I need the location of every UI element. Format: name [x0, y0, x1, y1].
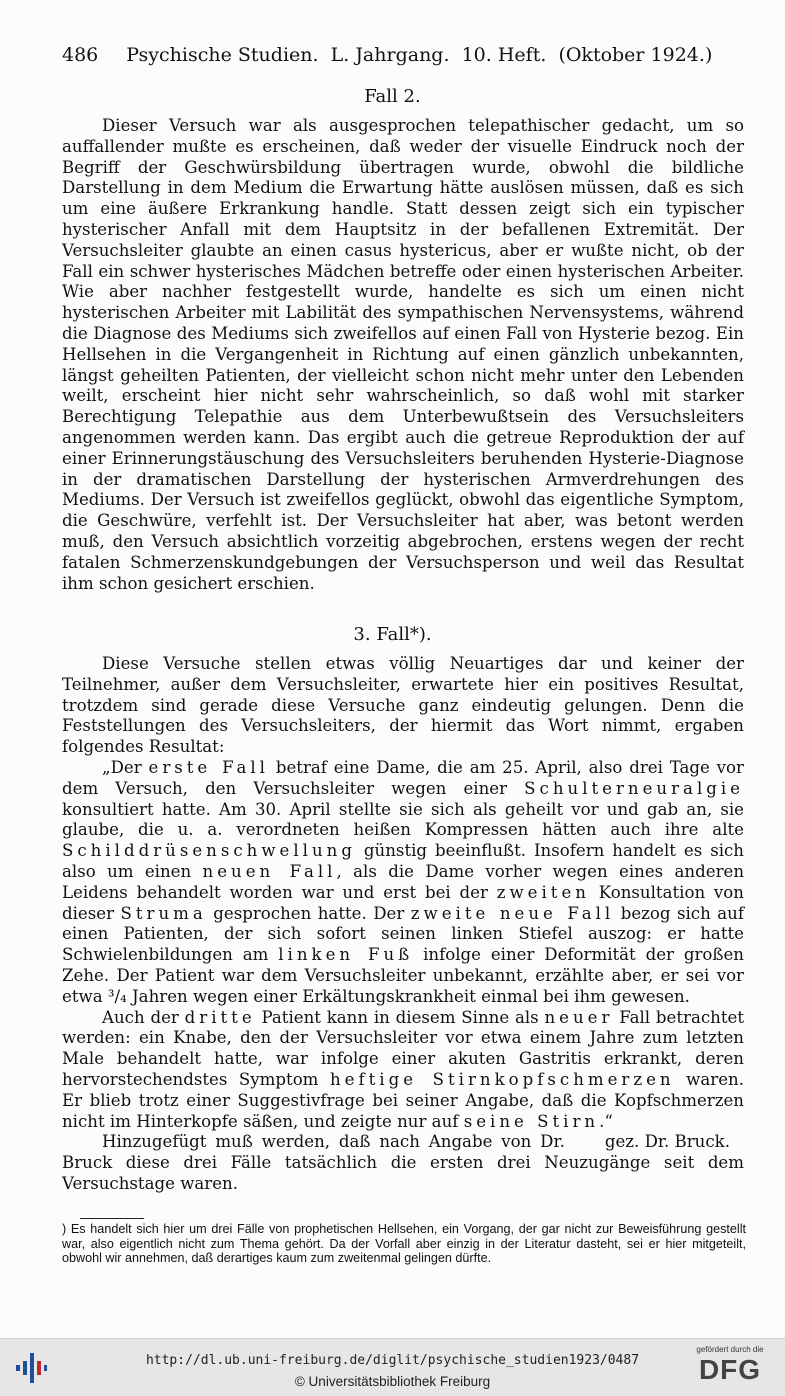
spaced-emphasis: Struma — [120, 903, 207, 923]
text-run: , als die Dame vorher wegen eines anderen Leidens behandelt worden war und erst bei der — [62, 861, 745, 902]
spaced-emphasis: Schulterneuralgie — [524, 778, 744, 798]
text-run: Auch der — [102, 1007, 185, 1027]
source-url-link[interactable]: http://dl.ub.uni-freiburg.de/diglit/psychische_studien1923/0487 — [145, 1353, 640, 1368]
spaced-emphasis: heftige Stirnkopfschmerzen — [329, 1069, 675, 1089]
footnote-rule — [80, 1218, 144, 1219]
fall3-third-case-paragraph — [62, 1007, 744, 1152]
text-run: gesprochen hatte. Der — [206, 903, 411, 923]
text-run: „Der — [102, 757, 149, 777]
page-number: 486 — [62, 44, 99, 66]
spaced-emphasis: zweite neue Fall — [410, 903, 615, 923]
spaced-emphasis: seine Stirn — [463, 1111, 600, 1131]
fall2-paragraph: Dieser Versuch war als ausgesprochen telepathischer gedacht, um so auffallender mußte es erscheinen, daß weder der visuelle Eindruck noch der Begriff der Geschwürsbildung übertragen wurde, obwohl die bildliche Darstellung in dem Medium die Erwartung hätte auslösen müssen, daß es sich um eine äußere Erkrankung handle. Statt dessen zeigt sich ein typischer hysterischer Anfall mit dem Hauptsitz in der befallenen Extremität. Der Versuchsleiter glaubte an einen casus hystericus, aber er wußte nicht, ob der Fall ein schwer hysterisches Mädchen betreffe oder einen hysterischen Arbeiter. Wie aber nachher festgestellt wurde, handelte es sich um einen nicht hysterischen Arbeiter mit Labilität des sympathischen Nervensystems, während die Diagnose des Mediums sich zweifellos auf einen Fall von Hysterie bezog. Ein Hellsehen in die Vergangenheit in Richtung auf einen gänzlich unbekannten, längst geheilten Patienten, der vielleicht schon nicht mehr unter den Lebenden weilt, erscheint hier nicht sehr wahrscheinlich, so daß wohl mit starker Berechtigung Telepathie aus dem Unterbewußtsein des Versuchsleiters angenommen werden kann. Das ergibt auch die getreue Reproduktion der auf einer Erinnerungstäuschung des Versuchsleiters beruhenden Hysterie-Diagnose in der dramatischen Darstellung der hysterischen Armverdrehungen des Mediums. Der Versuch ist zweifellos geglückt, obwohl das eigentliche Symptom, die Geschwüre, verfehlt ist. Der Versuchsleiter hat aber, was betont werden muß, den Versuch absichtlich vorzeitig abgebrochen, erstens wegen der recht fatalen Schmerzenskundgebungen der Versuchsperson und weil das Resultat ihm schon gesichert erschien. — [62, 116, 744, 593]
spaced-emphasis: zweiten — [496, 882, 590, 902]
fall2-heading: Fall 2. — [364, 86, 421, 107]
fall3-report-paragraph — [62, 758, 744, 1008]
fall3-heading: 3. Fall*). — [353, 624, 432, 645]
fall3-addendum: Hinzugefügt muß werden, daß nach Angabe von Dr. Bruck diese drei Fälle tatsächlich die ersten drei Neuzugänge seit dem Versuchstage waren. — [62, 1132, 744, 1193]
text-run: bezog sich auf einen Patienten, der sich sofort seinen linken Stiefel auszog: er hatte Schwielenbildungen am — [62, 903, 744, 965]
text-run: waren. Er blieb trotz einer Suggestivfrage bei seiner Angabe, daß die Kopfschmerzen nicht im Hinterkopfe säßen, und zeigte nur auf — [62, 1069, 744, 1131]
text-run: günstig beeinflußt. Insofern handelt es sich also um einen — [62, 841, 744, 881]
dfg-caption: gefördert durch die — [696, 1345, 764, 1354]
spaced-emphasis: neuer — [544, 1007, 614, 1027]
text-run: Patient kann in diesem Sinne als — [255, 1007, 545, 1027]
fall3-body — [62, 654, 744, 1195]
text-run: infolge einer Deformität der großen Zehe. Der Patient war dem Versuchsleiter unbekannt, erzählte aber, er sei vor etwa ³/₄ Jahren wegen einer Erkältungskrankheit einmal bei ihm gewesen. — [62, 945, 744, 1006]
viewer-footer — [0, 1338, 785, 1396]
dfg-logo[interactable] — [685, 1345, 775, 1391]
spaced-emphasis: neuen Fall — [202, 861, 337, 881]
spaced-emphasis: linken Fuß — [278, 945, 414, 965]
spaced-emphasis: dritte — [184, 1007, 256, 1027]
signature: gez. Dr. Bruck. — [604, 1132, 730, 1152]
copyright-text: © Universitätsbibliothek Freiburg — [294, 1374, 491, 1389]
text-run: .“ — [599, 1111, 613, 1131]
running-title: Psychische Studien. L. Jahrgang. 10. Heft. (Oktober 1924.) — [126, 44, 713, 66]
dfg-logo-text: DFG — [698, 1354, 762, 1385]
fall2-body — [62, 116, 744, 594]
text-run: konsultiert hatte. Am 30. April stellte sie sich als geheilt vor und gab an, sie glaube, die u. a. verordneten heißen Kompressen hätten auch ihre alte — [62, 799, 744, 840]
footnote: ) Es handelt sich hier um drei Fälle von prophetischen Hellsehen, ein Vorgang, der gar nicht zur Beweisführung gestellt war, also eigentlich nicht zum Thema gehört. Da der Vorfall aber einzig in der Literatur dasteht, sei er hier mitgeteilt, obwohl wir annehmen, daß derartiges kaum zum zweitenmal gelingen dürfte. — [62, 1222, 746, 1266]
text-run: Konsultation von dieser — [62, 882, 744, 923]
text-run: Fall betrachtet werden: ein Knabe, den der Versuchsleiter vor etwa einem Jahre zum letzten Male behandelt hatte, war infolge einer akuten Gastritis erkrankt, deren hervorstechendstes Symptom — [62, 1007, 744, 1089]
fall3-intro: Diese Versuche stellen etwas völlig Neuartiges dar und keiner der Teilnehmer, außer dem Versuchsleiter, erwartete hier ein positives Resultat, trotzdem sind gerade diese Versuche ganz eindeutig gelungen. Denn die Feststellungen des Versuchsleiters, der hiermit das Wort nimmt, ergaben folgendes Resultat: — [62, 654, 744, 757]
spaced-emphasis: erste Fall — [148, 757, 269, 777]
running-header — [62, 44, 762, 66]
text-run: betraf eine Dame, die am 25. April, also drei Tage vor dem Versuch, den Versuchsleiter wegen einer — [62, 757, 744, 798]
spaced-emphasis: Schilddrüsenschwellung — [62, 841, 356, 861]
